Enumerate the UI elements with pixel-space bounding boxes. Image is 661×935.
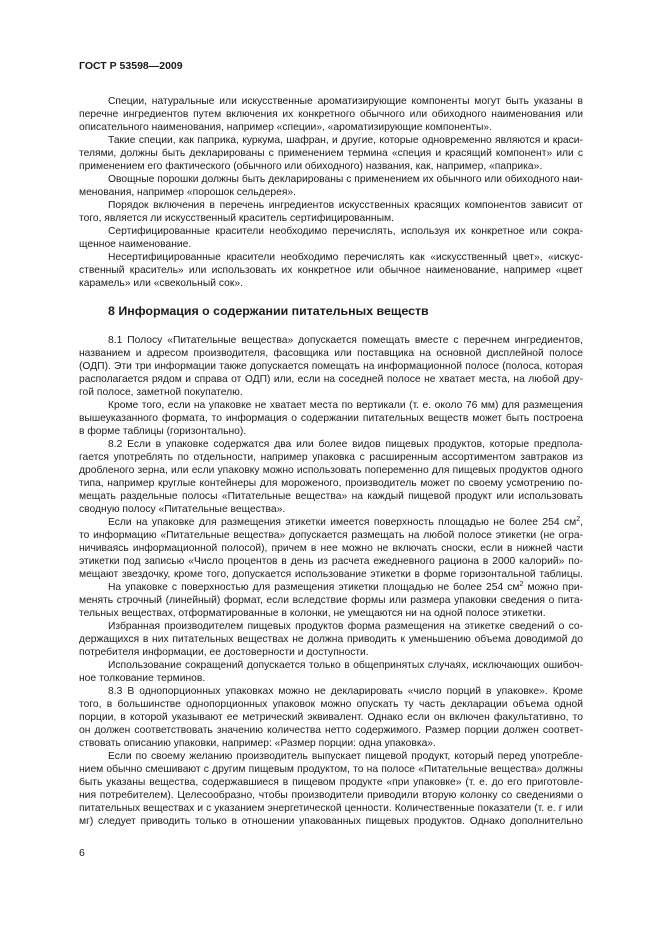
text-line: менять строчный (линейный) формат, если вследствие формы или размера упаковки сведения о пита- xyxy=(79,595,583,606)
text-line: ное толкование терминов. xyxy=(79,673,206,684)
text-line: типа, например круглые контейнеры для мороженого, производитель может по своему усмотрению по- xyxy=(79,478,583,489)
text-line: то информацию «Питательные вещества» допускается размещать на любой полосе этикетки (не огра- xyxy=(79,530,583,541)
text-line: щенное наименование. xyxy=(79,239,192,250)
text-line: того, в большинстве однопорционных упаковок можно опускать ту часть декларации объема одной xyxy=(79,699,583,710)
text-line: ствовать описанию упаковки, например: «Размер порции: одна упаковка». xyxy=(79,738,436,749)
text-line: потребителя информации, ее достоверности и доступности. xyxy=(79,647,369,658)
page-number: 6 xyxy=(79,847,85,859)
text-line: гой полосе, заметной покупателю. xyxy=(79,387,243,398)
text-line: Порядок включения в перечень ингредиентов искусственных красящих компонентов зависит от xyxy=(108,200,583,211)
text-line: Овощные порошки должны быть декларированы с применением их обычного или обиходного наи- xyxy=(108,174,583,185)
text-line: нием обычно смешивают с другим пищевым продуктом, то на полосе «Питательные вещества» должны xyxy=(79,764,583,775)
text-line: он должен соответствовать значению количества нетто содержимого. Размер порции должен соответ- xyxy=(79,725,583,736)
text-line: перечне ингредиентов путем включения их конкретного обычного или обиходного наименования или xyxy=(79,109,583,120)
text-line: мещают звездочку, кроме того, допускается использование этикетки в форме горизонтальной таблицы. xyxy=(79,569,583,580)
text-line: Такие специи, как паприка, куркума, шафран, и другие, которые одновременно являются и краси- xyxy=(108,135,583,146)
text-line: порции, в которой указывают ее метрический эквивалент. Однако если он включен факультативно, то xyxy=(79,712,583,723)
text-line: питательных веществах и с указанием энергетической ценности. Количественные показатели (т. е. г или xyxy=(79,803,583,814)
text-line: ничиваясь информационной полосой), причем в нее можно не включать сноски, если в нижней части xyxy=(79,543,583,554)
text-line: мещать раздельные полосы «Питательные вещества» на каждый пищевой продукт или использовать xyxy=(79,491,583,502)
text-line: описательного наименования, например «специи», «ароматизирующие компоненты». xyxy=(79,122,492,133)
text-line: Если на упаковке для размещения этикетки имеется поверхность площадью не более 254 $см^2$, xyxy=(108,516,583,528)
text-line: менования, например «порошок сельдерея». xyxy=(79,187,296,198)
text-line: 8.1 Полосу «Питательные вещества» допускается помещать вместе с перечнем ингредиентов, xyxy=(108,335,583,346)
text-line: держащихся в них питательных веществах не должна приводить к уменьшению объема доводимой до xyxy=(79,634,583,645)
text-line: названием и адресом производителя, фасовщика или поставщика на основной дисплейной полосе xyxy=(79,348,583,359)
text-line: Использование сокращений допускается только в общепринятых случаях, исключающих ошибоч- xyxy=(108,660,583,671)
text-line: 8.3 В однопорционных упаковках можно не декларировать «число порций в упаковке». Кроме xyxy=(108,686,583,697)
text-line: Избранная производителем пищевых продуктов форма размещения на этикетке сведений о со- xyxy=(108,621,583,632)
text-line: быть указаны вещества, содержавшиеся в пищевом продукте «при упаковке» (т. е. до его приготовле- xyxy=(79,777,583,788)
text-line: Несертифицированные красители необходимо перечислять как «искусственный цвет», «искус- xyxy=(108,252,583,263)
text-line: Кроме того, если на упаковке не хватает места по вертикали (т. е. около 76 мм) для размещения xyxy=(108,400,583,411)
text-line: сводную полосу «Питательные вещества». xyxy=(79,504,286,515)
section-8-heading: 8 Информация о содержании питательных веществ xyxy=(108,304,429,318)
text-line: тельных веществах, отформатированные в колонки, не умещаются ни на одной полосе этикетки. xyxy=(79,608,546,619)
text-line: 8.2 Если в упаковке содержатся два или более видов пищевых продуктов, которые предпола- xyxy=(108,439,583,450)
text-line: На упаковке с поверхностью для размещения этикетки площадью не более 254 $см^2$ можно при- xyxy=(108,581,583,593)
text-line: гается употреблять по отдельности, например упаковка с расширенным ассортиментом завтраков из xyxy=(79,452,583,463)
text-line: в форме таблицы (горизонтально). xyxy=(79,426,247,437)
text-line: того, является ли искусственный краситель сертифицированным. xyxy=(79,213,394,224)
text-line: Сертифицированные красители необходимо перечислять, используя их конкретное или сокра- xyxy=(108,226,583,237)
text-line: располагается рядом и справа от ОДП) или, если на соседней полосе не хватает места, на любой дру- xyxy=(79,374,583,385)
text-line: Если по своему желанию производитель выпускает пищевой продукт, который перед употребле- xyxy=(108,751,583,762)
standard-header: ГОСТ Р 53598—2009 xyxy=(79,60,183,72)
text-line: этикетки под записью «Число процентов в день из расчета ежедневного рациона в 2000 калорий» по- xyxy=(79,556,583,567)
text-line: мг) следует приводить только в отношении упакованных пищевых продуктов. Однако дополнительно xyxy=(79,816,583,827)
text-line: дробленого зерна, или если упаковку можно использовать попеременно для пищевых продуктов одного xyxy=(79,465,583,476)
text-line: ственный краситель» или использовать их конкретное или обычное наименование, например «цвет xyxy=(79,265,583,276)
text-line: телями, должны быть декларированы с применением термина «специя и красящий компонент» или с xyxy=(79,148,583,159)
text-line: карамель» или «свекольный сок». xyxy=(79,278,243,289)
text-line: (ОДП). Эти три информации также допускается помещать на информационной полосе (полоса, которая xyxy=(79,361,583,372)
text-line: Специи, натуральные или искусственные ароматизирующие компоненты могут быть указаны в xyxy=(108,96,583,107)
text-line: вышеуказанного формата, то информация о содержании питательных веществ может быть построена xyxy=(79,413,583,424)
text-line: ния потребителем). Целесообразно, чтобы производители приводили вторую колонку со сведениями о xyxy=(79,790,583,801)
text-line: применением его фактического (обычного или обиходного) названия, как, например, «паприка». xyxy=(79,161,543,172)
